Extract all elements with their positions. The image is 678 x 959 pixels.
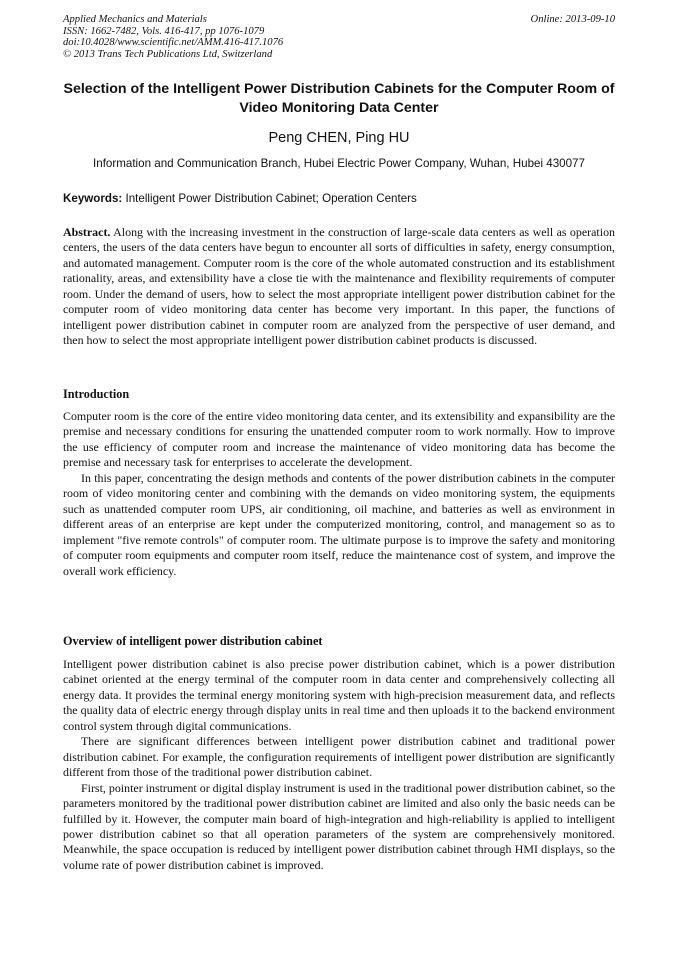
keywords-label: Keywords: — [63, 192, 123, 205]
keywords-line — [63, 192, 417, 205]
online-date: Online: 2013-09-10 — [530, 14, 615, 25]
section-heading-introduction: Introduction — [63, 387, 130, 401]
paragraph: There are significant differences between intelligent power distribution cabinet and traditional power distribution cabinet. For example, the configuration requirements of intelligent power distribution are significantly different from those of the traditional power distribution cabinet. — [63, 734, 615, 780]
paragraph: First, pointer instrument or digital display instrument is used in the traditional power distribution cabinet, so the parameters monitored by the traditional power distribution cabinet are limited and also only the basic needs can be fulfilled by it. However, the computer main board of high-integration and high-reliability is applied to intelligent power distribution cabinet so that all operation parameters of the system are comprehensively monitored. Meanwhile, the space occupation is reduced by intelligent power distribution cabinet through HMI displays, so the volume rate of power distribution cabinet is improved. — [63, 780, 615, 872]
paragraph: Intelligent power distribution cabinet is also precise power distribution cabinet, which is a power distribution cabinet oriented at the energy terminal of the computer room in data center and comprehensively collecting all energy data. It provides the terminal energy monitoring system with high-precision measurement data, and reflects the quality data of electric energy through display units in real time and then uploads it to the backend environment control system through digital communications. — [63, 657, 615, 733]
journal-name: Applied Mechanics and Materials — [63, 14, 207, 25]
section-heading-overview: Overview of intelligent power distribution cabinet — [63, 634, 323, 648]
paper-title: Selection of the Intelligent Power Distribution Cabinets for the Computer Room of Video Monitoring Data Center — [63, 81, 615, 116]
section-introduction — [63, 409, 615, 579]
issn-line: ISSN: 1662-7482, Vols. 416-417, pp 1076-1079 — [63, 25, 265, 37]
doi-line: doi:10.4028/www.scientific.net/AMM.416-417.1076 — [63, 37, 284, 49]
abstract — [63, 225, 615, 349]
section-overview — [63, 657, 615, 873]
author-list: Peng CHEN, Ping HU — [268, 130, 410, 146]
publication-info — [63, 14, 283, 60]
keywords-text: Intelligent Power Distribution Cabinet; Operation Centers — [125, 192, 417, 205]
abstract-label: Abstract. — [63, 225, 111, 239]
abstract-text: Along with the increasing investment in the construction of large-scale data centers as well as operation centers, the users of the data centers have begun to encounter all sorts of difficulties in safety, energy consumption, and automated management. Computer room is the core of the whole automated construction and its establishment rationality, areas, and extensibility have a close tie with the maintenance and flexibility requirements of computer room. Under the demand of users, how to select the most appropriate intelligent power distribution cabinet for the computer room of video monitoring data center has become very important. In this paper, the functions of intelligent power distribution cabinet in computer room are analyzed from the perspective of user demand, and then how to select the most appropriate intelligent power distribution cabinet products is discussed. — [63, 225, 616, 348]
paragraph: Computer room is the core of the entire video monitoring data center, and its extensibility and expansibility are the premise and necessary conditions for ensuring the unattended computer room to work normally. How to improve the use efficiency of computer room and increase the maintenance of video monitoring data has become the premise and necessary task for enterprises to accelerate the development. — [63, 409, 615, 470]
paragraph: In this paper, concentrating the design methods and contents of the power distribution cabinets in the computer room of video monitoring center and combining with the demands on video monitoring system, the equipments such as unattended computer room UPS, air conditioning, oil machine, and batteries as well as environment in different areas of an enterprise are kept under the computerized monitoring, control, and management so as to implement "five remote controls" of computer room. The ultimate purpose is to improve the safety and monitoring of computer room equipments and computer room itself, reduce the maintenance cost of system, and improve the overall work efficiency. — [63, 470, 615, 578]
copyright-line: © 2013 Trans Tech Publications Ltd, Switzerland — [63, 48, 273, 60]
affiliation: Information and Communication Branch, Hubei Electric Power Company, Wuhan, Hubei 430077 — [93, 157, 585, 170]
